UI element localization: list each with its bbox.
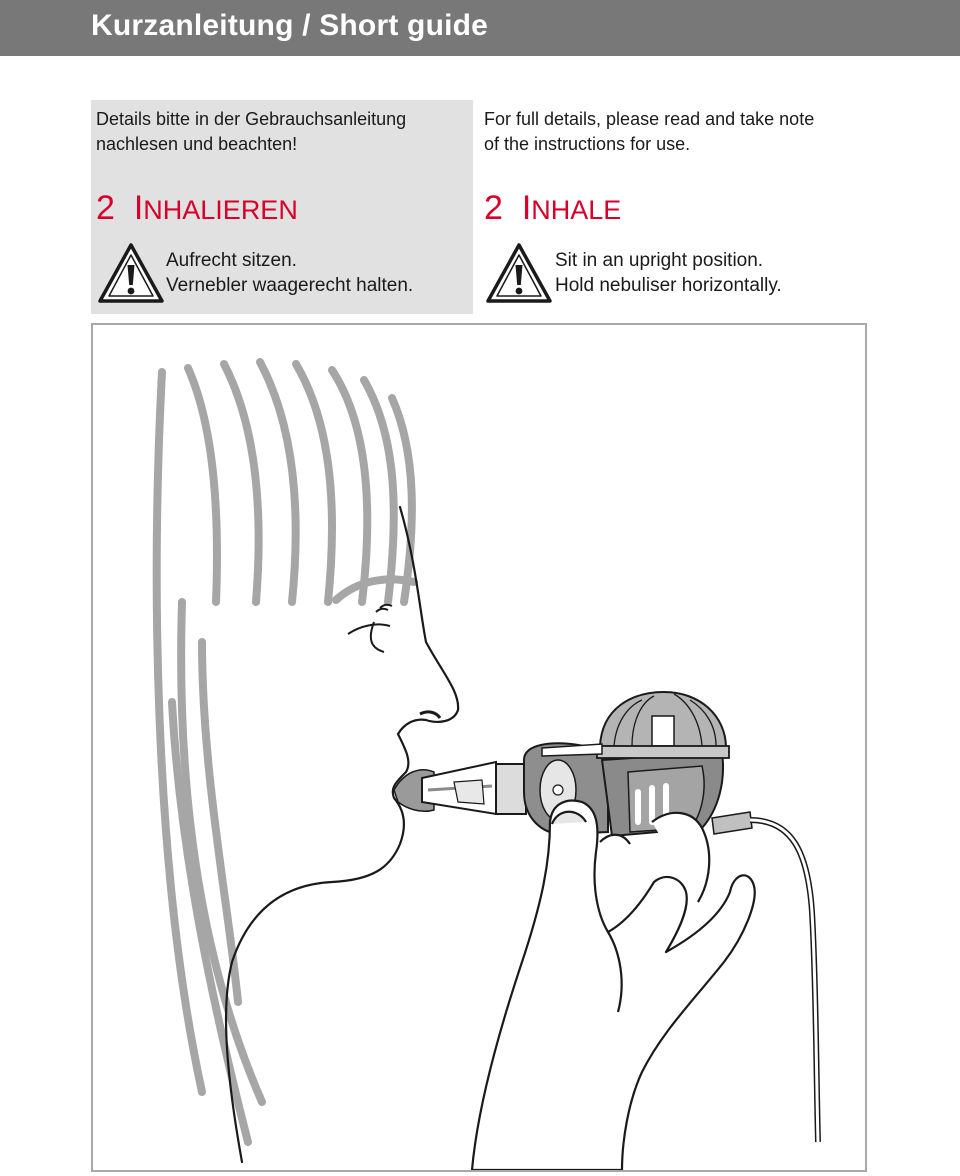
header-bar (0, 0, 960, 56)
warning-triangle-icon (485, 242, 553, 304)
english-intro-line-2: of the instructions for use. (484, 134, 691, 154)
eye (348, 605, 392, 652)
hair-strands (157, 362, 412, 1142)
inhalation-illustration (93, 325, 865, 1170)
english-instruction-line-1: Sit in an upright position. (555, 250, 764, 271)
german-instruction-line-1: Aufrecht sitzen. (166, 250, 297, 271)
page-title: Kurzanleitung / Short guide (91, 9, 489, 42)
german-instruction-line-2: Vernebler waagerecht halten. (166, 275, 414, 296)
german-section-rest: NHALIEREN (143, 195, 298, 225)
english-section-initial: I (521, 189, 532, 227)
english-column (478, 100, 898, 314)
german-intro-line-2: nachlesen und beachten! (96, 134, 298, 154)
english-section-rest: NHALE (531, 195, 622, 225)
german-intro (96, 107, 476, 157)
english-instructions (555, 248, 782, 298)
english-intro (484, 107, 894, 157)
english-section-number: 2 (484, 189, 503, 227)
german-section-title (96, 188, 298, 230)
german-intro-line-1: Details bitte in der Gebrauchsanleitung (96, 109, 407, 129)
german-section-initial: I (133, 189, 144, 227)
hand (472, 801, 755, 1170)
german-instructions (166, 248, 413, 298)
warning-triangle-icon (97, 242, 165, 304)
german-section-number: 2 (96, 189, 115, 227)
face-profile (226, 507, 458, 1162)
nostril (420, 712, 440, 718)
english-instruction-line-2: Hold nebuliser horizontally. (555, 275, 782, 296)
english-intro-line-1: For full details, please read and take note (484, 109, 815, 129)
english-section-title (484, 188, 621, 230)
illustration-frame (91, 323, 867, 1172)
german-column (91, 100, 473, 314)
